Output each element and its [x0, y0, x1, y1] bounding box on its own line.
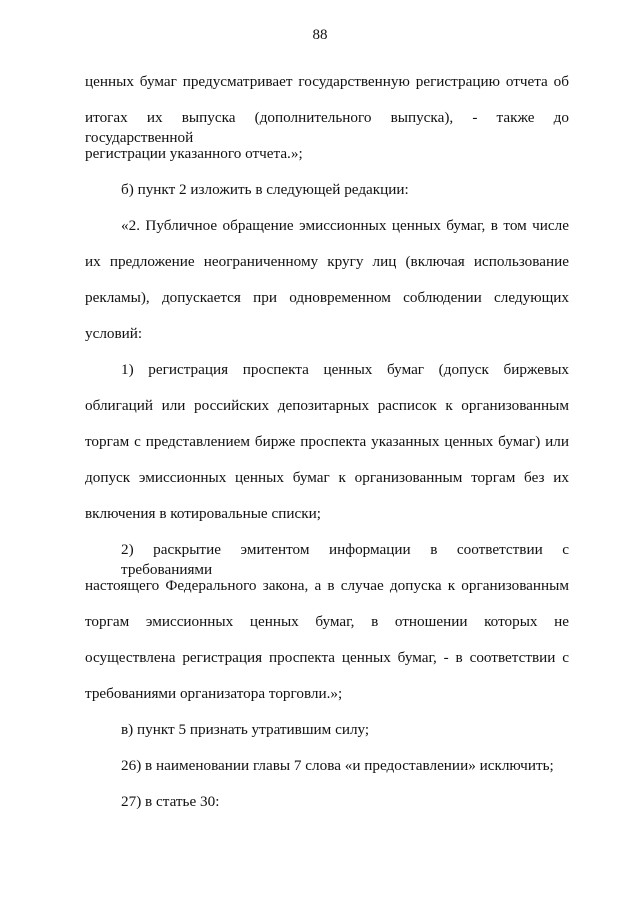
paragraph-line: их предложение неограниченному кругу лиц (включая использование — [85, 253, 569, 270]
paragraph-line: рекламы), допускается при одновременном соблюдении следующих — [85, 289, 569, 306]
paragraph-line: осуществлена регистрация проспекта ценных бумаг, - в соответствии с — [85, 649, 569, 666]
page-number: 88 — [312, 27, 328, 43]
paragraph-line: условий: — [85, 325, 143, 342]
paragraph-line: «2. Публичное обращение эмиссионных ценных бумаг, в том числе — [121, 217, 569, 234]
paragraph-line: регистрации указанного отчета.»; — [85, 145, 303, 162]
paragraph-line: включения в котировальные списки; — [85, 505, 321, 522]
paragraph-line: требованиями организатора торговли.»; — [85, 685, 343, 702]
paragraph-line: 2) раскрытие эмитентом информации в соответствии с требованиями — [121, 541, 569, 578]
paragraph-line: б) пункт 2 изложить в следующей редакции: — [121, 181, 409, 198]
paragraph-line: допуск эмиссионных ценных бумаг к организованным торгам без их — [85, 469, 569, 486]
paragraph-line: 1) регистрация проспекта ценных бумаг (допуск биржевых — [121, 361, 569, 378]
paragraph-line: торгам эмиссионных ценных бумаг, в отношении которых не — [85, 613, 569, 630]
paragraph-line: 27) в статье 30: — [121, 793, 220, 810]
paragraph-line: торгам с представлением бирже проспекта указанных ценных бумаг) или — [85, 433, 569, 450]
paragraph-line: настоящего Федерального закона, а в случае допуска к организованным — [85, 577, 569, 594]
paragraph-line: 26) в наименовании главы 7 слова «и предоставлении» исключить; — [121, 757, 554, 774]
paragraph-line: облигаций или российских депозитарных расписок к организованным — [85, 397, 569, 414]
paragraph-line: в) пункт 5 признать утратившим силу; — [121, 721, 370, 738]
paragraph-line: итогах их выпуска (дополнительного выпуска), - также до государственной — [85, 109, 569, 146]
paragraph-line: ценных бумаг предусматривает государственную регистрацию отчета об — [85, 73, 569, 90]
